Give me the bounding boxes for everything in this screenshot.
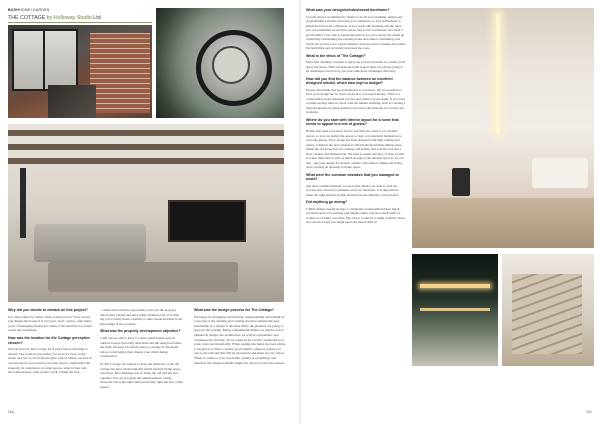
floor-lamp-shape [20, 168, 26, 238]
window-shape [12, 29, 78, 91]
ceiling-light-strip [496, 14, 500, 134]
chair-shape [452, 168, 470, 196]
ceiling-beam [8, 144, 284, 150]
pool-light-strip [420, 308, 490, 311]
extension-interior-photo [412, 8, 594, 248]
spiral-window-photo [156, 8, 284, 118]
question-heading: What was the design process for The Cottage? [194, 308, 275, 312]
stair-shape [48, 85, 96, 118]
steps-shape [512, 274, 582, 354]
ceiling-beam [8, 130, 284, 136]
pool-night-photo [412, 254, 498, 366]
question-heading: What were the common mistakes that you managed to avoid? [306, 172, 399, 182]
body-paragraph: The most common mistake we see is that clients can want to rush the process, this can lead to mistakes and poor decisions. It is important to make the right amount of time and that has the ambition of the project. [306, 183, 400, 197]
left-column-1 [8, 308, 92, 378]
left-page [0, 0, 299, 424]
body-paragraph: Show that anything I wanted to enjoy the process and then as a result you'll enjoy the house. With our bespoke build project there are always going to be challenges, but its how you overcome these challenges that's key. [306, 60, 406, 74]
sofa-shape [34, 224, 146, 262]
floor-shape [412, 198, 594, 248]
body-paragraph: I didn't design enough storage. I completely underestimated how much wardrobe space two teenage girls might require and how much stuff we acquire as a family over time. My advice would be to think carefully about how much storage you might need and then double it! [306, 206, 405, 225]
article-headline [8, 15, 148, 21]
masthead [8, 8, 49, 12]
ceiling-beam [8, 158, 284, 164]
headline-prefix: THE COTTAGE [8, 15, 46, 21]
pool-light-strip [420, 284, 490, 288]
question-heading: What was the property development objective? [100, 329, 181, 334]
question-heading: Why did you decide to embark on this project? [8, 308, 88, 312]
brick-wall-shape [90, 33, 150, 113]
masthead-section: HOME+GARDEN [18, 8, 50, 12]
fireplace-shape [168, 200, 246, 242]
question-heading: What was your design/refurbishment timeframe? [306, 8, 390, 12]
living-room-photo [8, 124, 284, 302]
question-heading: What is the ethos of 'The Cottage?' [306, 53, 366, 58]
right-column [306, 8, 406, 228]
left-column-2 [100, 308, 184, 393]
body-paragraph: I will always aim to have to create warm homes and an outdoor haven, but really directions and the design becomes the brief, because it is much easier to change in the studio before work begins than change your mind during construction. [100, 335, 182, 359]
body-paragraph: People often think that good design has to cost more, but it is possible to have good design but be clever about how you spend money. There is a compromise on the materials you use and where you use them. If you want to make savings then be clever with the hidden detailing, such as creating a bespoke kitchen by using standard carcasses with bespoke door fronts and worktops. [306, 87, 406, 115]
question-heading: How did you find the balance between an excellent designed rebuild, which also kept to budget? [306, 76, 393, 86]
body-paragraph: At The Cottage we wanted to keep the character of the old cottage but have all the benefits which modern living space can bring. The challenge was to bring the old and the new together: how do you keep the quintessential cottage character but at the same time practically right the size of the house? [100, 361, 183, 389]
page-number-right: 131 [586, 410, 592, 414]
body-paragraph: We had lived in The Cottage for 8 years before deciding to extend. The location was perfect for us as it's close to my studio and not too far from the girls' school. When you live in a house before you extend you really learn to understand the property, its orientation, its quiet spaces, what is busy and, most importantly, what doesn't work. I think the best... [8, 347, 92, 375]
question-heading: Where do you start with interior layout for a home that needs to appeal to a mix of guests? [306, 117, 399, 127]
sofa-shape [532, 158, 588, 188]
page-number-left: 118 [8, 410, 14, 414]
headline-brand: by Holloway Studio [46, 15, 92, 21]
question-heading: Did anything go wrong? [306, 200, 348, 205]
round-window-shape [212, 46, 250, 84]
body-paragraph: Homes that need to be more and be, but they also need to be versatile places, so you can design the spaces so they can transform themselves to welcome guests. The Cottage has been designed with high ceilings and plenty of light in the new extension which links the kitchen/dining areas, whilst the old house has low ceilings and beams, and is more cosy and a more relaxed and intimate feel. We tried to ensure the flow of both worlds. It is also important to give as much storage to the internal space as we can and – use your design for modern outside with outdoor dining and living areas creating an amazing sociable space. [306, 129, 405, 170]
exterior-brick-photo [8, 25, 152, 118]
body-paragraph: I would always recommend to clients to do all your planning, design and programming 6 month out before you commence, to stay in Brisbane to finish the full project. However, if you work with planning and the rules, you can sometimes be decisive and so that you're 'townhouse' and I had a good builder I was able to extend the brief as we were along. We ended up completely refurbishing the existing house and added a swimming pool which has proven to be a great addition; however, these changes did extend the build time and obviously increased the costs. [306, 14, 406, 51]
body-paragraph: ...clients have had the opportunity to live in the property before they extend and have really understood it. It is then my job to really listen carefully to their needs and their lived knowledge of the property. [100, 308, 183, 326]
rug-shape [48, 262, 238, 292]
body-paragraph: We began by designing and drawing, understanding what might be to be true to the existing and creating the most remarkable and sustainable as a design is the most likely the planners are going to approve the scheme. Being a meaningful theme: we much room is planned in design, the architecture we will be sympathetic and contemporary and that can be achieved by careful consideration of scale, form and materiality. When starting the build, the best advice I can give is to find a careful, good builder, someone whom you can work with and that will be passionate and share in your vision. When it comes to your own home, quality is everything, and therefore the cheapest builder might not always be the best answer. [194, 314, 286, 365]
body-paragraph: I've often asked by clients 'what would you do?' 'how would you design this house if it was your own?', and so, after many years of designing houses for clients, I decided that we would create the townhouse. [8, 314, 92, 333]
question-heading: How was the location for the Cottage perceptive chosen? [8, 335, 91, 345]
left-column-3 [194, 308, 286, 368]
masthead-brand: BUSH [8, 8, 19, 12]
headline-rule [8, 22, 152, 23]
staircase-photo [502, 254, 594, 366]
headline-suffix: Ltd [93, 15, 101, 21]
